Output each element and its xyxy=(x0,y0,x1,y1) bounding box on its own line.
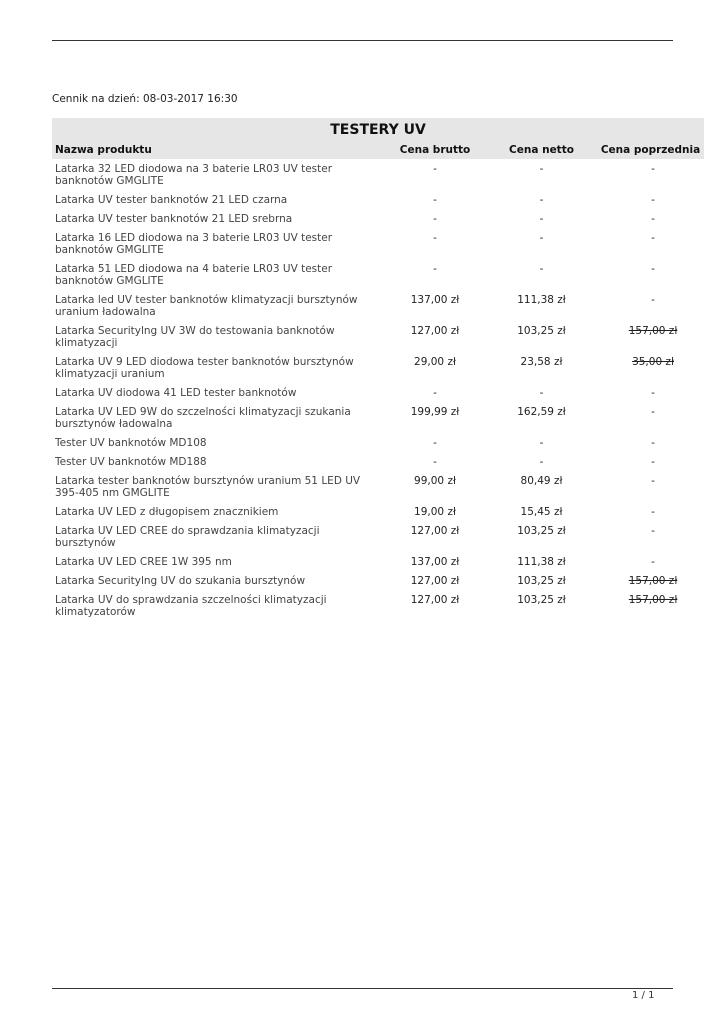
product-name-cell: Latarka UV LED CREE do sprawdzania klimatyzacji bursztynów xyxy=(55,525,320,549)
product-name-cell: Latarka UV tester banknotów 21 LED czarna xyxy=(55,194,288,206)
price-list-date: Cennik na dzień: 08-03-2017 16:30 xyxy=(52,93,238,105)
previous-price-cell: - xyxy=(651,437,655,449)
previous-price-cell: - xyxy=(651,387,655,399)
footer-rule xyxy=(52,988,673,989)
net-price-cell: 23,58 zł xyxy=(520,356,563,368)
net-price-cell: 111,38 zł xyxy=(517,556,566,568)
net-price-cell: 103,25 zł xyxy=(517,525,566,537)
product-name-cell: Tester UV banknotów MD108 xyxy=(55,437,207,449)
column-header-gross: Cena brutto xyxy=(384,140,486,159)
table-row xyxy=(52,321,704,352)
previous-price-cell: - xyxy=(651,263,655,275)
net-price-cell: 111,38 zł xyxy=(517,294,566,306)
table-row xyxy=(52,502,704,521)
product-name-cell: Latarka UV LED CREE 1W 395 nm xyxy=(55,556,232,568)
table-row xyxy=(52,571,704,590)
table-row xyxy=(52,452,704,471)
net-price-cell: - xyxy=(539,163,544,175)
gross-price-cell: 99,00 zł xyxy=(414,475,456,487)
previous-price-cell: - xyxy=(651,406,655,418)
previous-price-cell: - xyxy=(651,163,655,175)
net-price-cell: 103,25 zł xyxy=(517,575,566,587)
previous-price-cell: 35,00 zł xyxy=(632,356,674,368)
table-row xyxy=(52,590,704,621)
gross-price-cell: 127,00 zł xyxy=(410,594,460,606)
table-title: TESTERY UV xyxy=(52,118,704,140)
previous-price-cell: - xyxy=(651,456,655,468)
previous-price-cell: 157,00 zł xyxy=(628,575,678,587)
table-header-row xyxy=(52,140,704,159)
net-price-cell: - xyxy=(539,263,544,275)
previous-price-cell: 157,00 zł xyxy=(628,594,678,606)
gross-price-cell: 127,00 zł xyxy=(410,575,460,587)
product-name-cell: Latarka UV 9 LED diodowa tester banknotów bursztynów klimatyzacji uranium xyxy=(55,356,354,380)
previous-price-cell: - xyxy=(651,525,655,537)
gross-price-cell: 199,99 zł xyxy=(410,406,460,418)
previous-price-cell: 157,00 zł xyxy=(628,325,678,337)
gross-price-cell: - xyxy=(433,213,437,225)
product-name-cell: Latarka UV LED 9W do szczelności klimatyzacji szukania bursztynów ładowalna xyxy=(55,406,351,430)
column-header-previous: Cena poprzednia xyxy=(597,140,704,159)
table-row xyxy=(52,383,704,402)
gross-price-cell: - xyxy=(433,163,437,175)
table-row xyxy=(52,159,704,190)
product-name-cell: Latarka Securitylng UV 3W do testowania banknotów klimatyzacji xyxy=(55,325,335,349)
table-row xyxy=(52,290,704,321)
gross-price-cell: 29,00 zł xyxy=(414,356,456,368)
previous-price-cell: - xyxy=(651,506,655,518)
net-price-cell: 103,25 zł xyxy=(517,594,566,606)
net-price-cell: 15,45 zł xyxy=(520,506,563,518)
product-name-cell: Latarka 16 LED diodowa na 3 baterie LR03 UV tester banknotów GMGLITE xyxy=(55,232,333,256)
product-name-cell: Latarka UV diodowa 41 LED tester banknotów xyxy=(55,387,297,399)
gross-price-cell: - xyxy=(433,437,437,449)
table-row xyxy=(52,521,704,552)
gross-price-cell: 127,00 zł xyxy=(410,525,460,537)
net-price-cell: - xyxy=(539,194,544,206)
product-name-cell: Latarka led UV tester banknotów klimatyzacji bursztynów uranium ładowalna xyxy=(55,294,358,318)
table-row xyxy=(52,190,704,209)
net-price-cell: - xyxy=(539,232,544,244)
table-row xyxy=(52,259,704,290)
net-price-cell: - xyxy=(539,437,544,449)
table-row xyxy=(52,471,704,502)
gross-price-cell: - xyxy=(433,263,437,275)
product-name-cell: Tester UV banknotów MD188 xyxy=(55,456,207,468)
table-row xyxy=(52,402,704,433)
gross-price-cell: - xyxy=(433,456,437,468)
product-name-cell: Latarka 32 LED diodowa na 3 baterie LR03 UV tester banknotów GMGLITE xyxy=(55,163,333,187)
net-price-cell: 162,59 zł xyxy=(517,406,566,418)
page-number: 1 / 1 xyxy=(632,990,655,1001)
net-price-cell: 103,25 zł xyxy=(517,325,566,337)
gross-price-cell: 137,00 zł xyxy=(410,294,460,306)
previous-price-cell: - xyxy=(651,294,655,306)
net-price-cell: - xyxy=(539,456,544,468)
previous-price-cell: - xyxy=(651,194,655,206)
product-name-cell: Latarka UV LED z długopisem znacznikiem xyxy=(55,506,279,518)
header-rule xyxy=(52,40,673,41)
table-row xyxy=(52,209,704,228)
table-row xyxy=(52,433,704,452)
net-price-cell: - xyxy=(539,213,544,225)
product-name-cell: Latarka UV do sprawdzania szczelności klimatyzacji klimatyzatorów xyxy=(55,594,327,618)
previous-price-cell: - xyxy=(651,556,655,568)
price-table xyxy=(52,118,704,621)
column-header-net: Cena netto xyxy=(486,140,597,159)
product-name-cell: Latarka tester banknotów bursztynów uranium 51 LED UV 395-405 nm GMGLITE xyxy=(55,475,361,499)
gross-price-cell: 19,00 zł xyxy=(414,506,456,518)
table-body xyxy=(52,159,704,621)
product-name-cell: Latarka Securitylng UV do szukania bursztynów xyxy=(55,575,306,587)
product-name-cell: Latarka 51 LED diodowa na 4 baterie LR03 UV tester banknotów GMGLITE xyxy=(55,263,333,287)
table-row xyxy=(52,552,704,571)
column-header-name: Nazwa produktu xyxy=(52,140,384,159)
net-price-cell: - xyxy=(539,387,544,399)
gross-price-cell: 127,00 zł xyxy=(410,325,460,337)
table-row xyxy=(52,228,704,259)
table-row xyxy=(52,352,704,383)
previous-price-cell: - xyxy=(651,475,655,487)
gross-price-cell: - xyxy=(433,232,437,244)
previous-price-cell: - xyxy=(651,232,655,244)
net-price-cell: 80,49 zł xyxy=(520,475,563,487)
previous-price-cell: - xyxy=(651,213,655,225)
product-name-cell: Latarka UV tester banknotów 21 LED srebrna xyxy=(55,213,293,225)
gross-price-cell: - xyxy=(433,387,437,399)
gross-price-cell: 137,00 zł xyxy=(410,556,460,568)
gross-price-cell: - xyxy=(433,194,437,206)
